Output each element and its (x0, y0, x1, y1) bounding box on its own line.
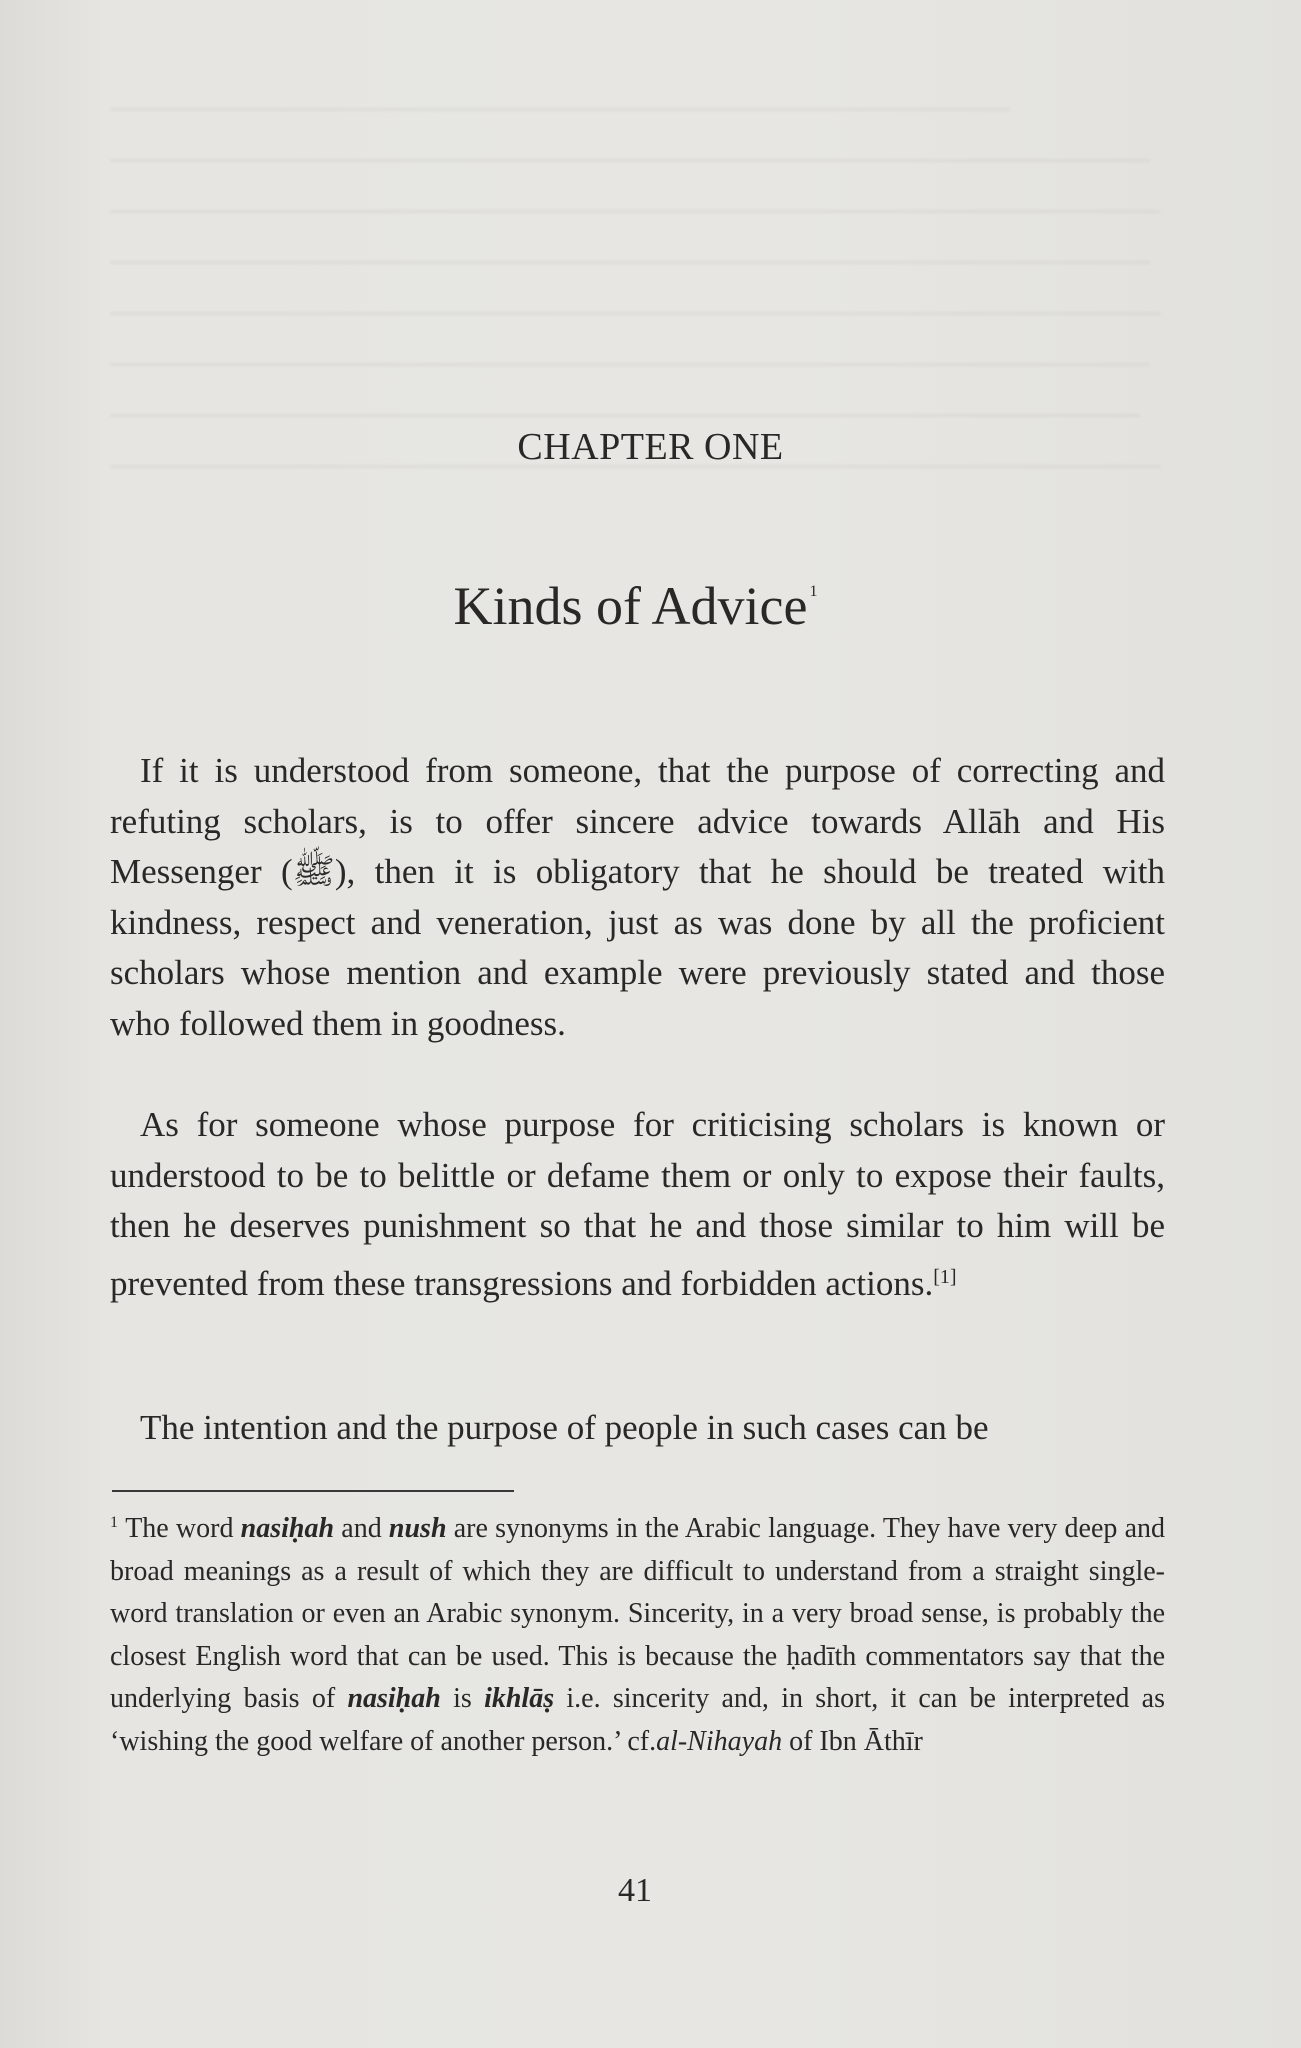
chapter-title-text: Kinds of Advice (453, 576, 808, 636)
chapter-title (0, 575, 1271, 637)
footnote-term-5: al-Nihayah (656, 1725, 783, 1757)
footnote-term-3: nasiḥah (347, 1683, 441, 1714)
footnote-text-3: are synonyms in the Arabic language. They have very deep and broad meanings as a result of which they are difficult to understand from a straight single-word translation or even an Arabic synonym. Sincerity, in a very broad sense, is probably the closest English word that can be used. This is because the ḥadīth commentators say that the underlying basis of (110, 1513, 1166, 1714)
paragraph-1: If it is understood from someone, that the purpose of correcting and refuting scholars, is to offer sincere advice towards Allāh and His Messenger (ﷺ), then it is obligatory that he should be treated with kindness, respect and veneration, just as was done by all the proficient scholars whose mention and example were previously stated and those who followed them in goodness. (110, 751, 1165, 1043)
footnote-text-2: and (334, 1513, 389, 1544)
footnote-divider (112, 1490, 514, 1492)
paragraph-2-text: As for someone whose purpose for criticising scholars is known or understood to be to belittle or defame them or only to expose their faults, then he deserves punishment so that he and those similar to him will be prevented from these transgressions and forbidden actions. (110, 1105, 1165, 1303)
footnote-text-6: of Ibn Āthīr (782, 1725, 923, 1757)
footnote (110, 1502, 1165, 1763)
footnote-text-5: i.e. sincerity and, in short, it can be interpreted as ‘wishing the good welfare of another person.’ cf. (110, 1683, 1166, 1757)
paragraph-2 (110, 1100, 1165, 1309)
chapter-label: CHAPTER ONE (517, 426, 784, 468)
footnote-term-1: nasiḥah (240, 1513, 335, 1544)
reference-marker[interactable]: [1] (933, 1265, 957, 1288)
footnote-text-1: The word (125, 1513, 241, 1544)
footnote-term-4: ikhlāṣ (484, 1683, 555, 1714)
footnote-term-2: nush (388, 1513, 447, 1544)
page-number: 41 (618, 1872, 652, 1909)
footnote-marker[interactable]: 1 (809, 583, 818, 600)
footnote-number: 1 (110, 1514, 118, 1531)
footnote-text-4: is (440, 1683, 485, 1714)
paragraph-3: The intention and the purpose of people in such cases can be (140, 1408, 989, 1447)
